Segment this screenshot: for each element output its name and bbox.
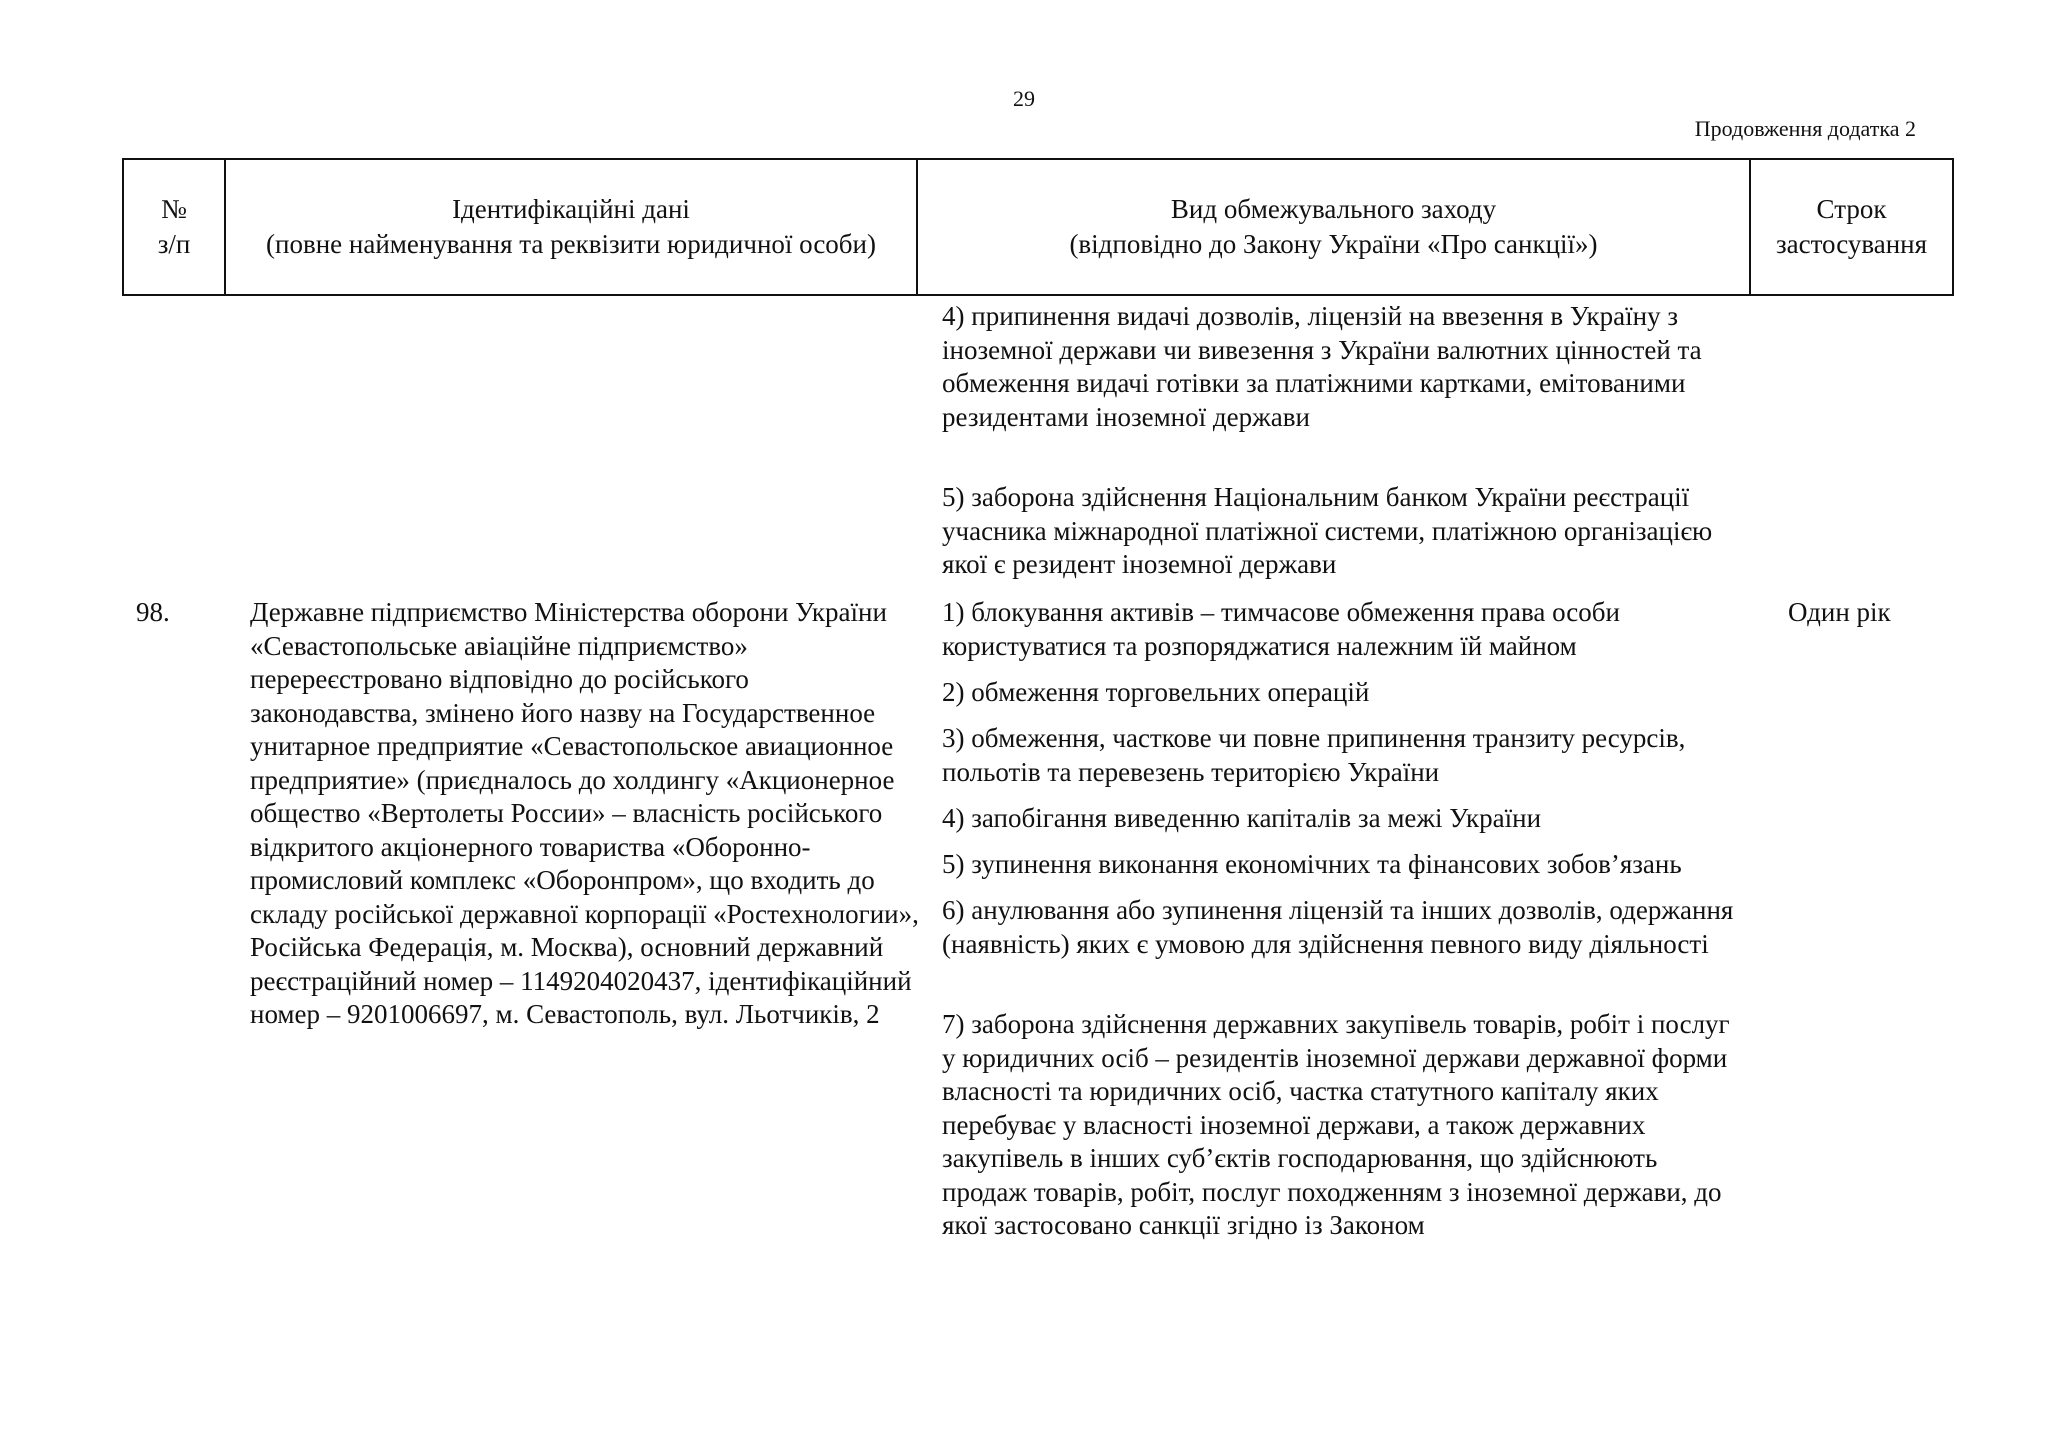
header-term-line2: застосування	[1775, 229, 1928, 259]
term-of-application: Один рік	[1788, 597, 1891, 627]
header-number-line1: №	[161, 194, 187, 224]
row-number: 98.	[136, 597, 170, 627]
header-measure-line1: Вид обмежувального заходу	[1170, 194, 1497, 224]
measure-item-2: 2) обмеження торговельних операцій	[942, 677, 1370, 707]
previous-row-measure-4: 4) припинення видачі дозволів, ліцензій на ввезення в Україну з іноземної держави чи вивезення з України валютних цінностей та обмеження видачі готівки за платіжними картками, емітованими резидентами іноземної держави	[942, 301, 1702, 432]
header-measure-column	[918, 160, 1751, 294]
header-term-column	[1751, 160, 1952, 294]
header-number-column	[124, 160, 226, 294]
entity-identification: Державне підприємство Міністерства оборони України «Севастопольське авіаційне підприємство» перереєстровано відповідно до російського законодавства, змінено його назву на Государственное унитарное предприятие «Севастопольское авиационное предприятие» (приєдналось до холдингу «Акционерное общество «Вертолеты России» – власність російського відкритого акціонерного товариства «Оборонно-промисловий комплекс «Оборонпром», що входить до складу російської державної корпорації «Ростехнологии», Російська Федерація, м. Москва), основний державний реєстраційний номер – 1149204020437, ідентифікаційний номер – 9201006697, м. Севастополь, вул. Льотчиків, 2	[250, 597, 919, 1029]
measure-item-3: 3) обмеження, часткове чи повне припинення транзиту ресурсів, польотів та перевезень територією України	[942, 723, 1686, 787]
page-number: 29	[1013, 86, 1035, 111]
header-identification-column	[226, 160, 918, 294]
previous-row-measure-5: 5) заборона здійснення Національним банком України реєстрації учасника міжнародної платіжної системи, платіжною організацією якої є резидент іноземної держави	[942, 482, 1713, 579]
measure-item-1: 1) блокування активів – тимчасове обмеження права особи користуватися та розпоряджатися належним їй майном	[942, 597, 1620, 661]
measure-item-7: 7) заборона здійснення державних закупівель товарів, робіт і послуг у юридичних осіб – резидентів іноземної держави державної форми власності та юридичних осіб, частка статутного капіталу яких перебуває у власності іноземної держави, а також державних закупівель в інших суб’єктів господарювання, що здійснюють продаж товарів, робіт, послуг походженням з іноземної держави, до якої застосовано санкції згідно із Законом	[942, 1009, 1730, 1240]
header-number-line2: з/п	[157, 229, 191, 259]
table-header	[122, 158, 1954, 296]
header-term-line1: Строк	[1816, 194, 1887, 224]
header-measure-line2: (відповідно до Закону України «Про санкції»)	[1069, 229, 1598, 259]
header-identification-line2: (повне найменування та реквізити юридичної особи)	[266, 229, 876, 259]
measure-item-6: 6) анулювання або зупинення ліцензій та інших дозволів, одержання (наявність) яких є умовою для здійснення певного виду діяльності	[942, 895, 1734, 959]
header-identification-line1: Ідентифікаційні дані	[452, 194, 690, 224]
measure-item-5: 5) зупинення виконання економічних та фінансових зобов’язань	[942, 849, 1682, 879]
continuation-label: Продовження додатка 2	[1694, 116, 1916, 141]
measure-item-4: 4) запобігання виведенню капіталів за межі України	[942, 803, 1542, 833]
